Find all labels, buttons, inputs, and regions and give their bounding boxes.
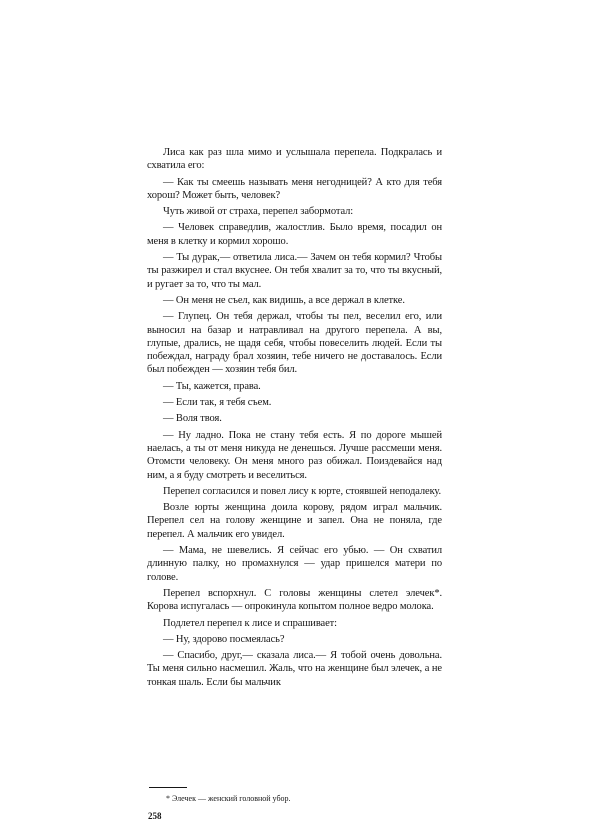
paragraph: — Воля твоя. <box>163 413 222 425</box>
paragraph: — Если так, я тебя съем. <box>163 397 272 409</box>
paragraph: — Человек справедлив, жалостлив. Было время, посадил он меня в клетку и кормил хорошо. <box>147 222 442 247</box>
page-number: 258 <box>148 811 162 821</box>
paragraph: Перепел вспорхнул. С головы женщины слетел элечек*. Корова испугалась — опрокинула копытом полное ведро молока. <box>147 587 442 613</box>
paragraph: Возле юрты женщина доила корову, рядом играл мальчик. Перепел сел на голову женщине и запел. Она не поняла, где перепел. А мальчик его увидел. <box>147 502 442 540</box>
paragraph: — Глупец. Он тебя держал, чтобы ты пел, веселил его, или выносил на базар и натравливал на другого перепела. А вы, глупые, дрались, не щадя себя, чтобы повеселить людей. Если ты побеждал, награду брал хозяин, тебе ничего не доставалось. Если был побежден — хозяин тебя бил. <box>147 311 442 376</box>
footnote: * Элечек — женский головной убор. <box>166 794 291 803</box>
paragraph: Перепел согласился и повел лису к юрте, стоявшей неподалеку. <box>163 485 442 497</box>
paragraph: — Он меня не съел, как видишь, а все держал в клетке. <box>163 294 405 306</box>
paragraph: Лиса как раз шла мимо и услышала перепела. Подкралась и схватила его: <box>147 147 442 172</box>
paragraph: — Спасибо, друг,— сказала лиса.— Я тобой очень довольна. Ты меня сильно насмешил. Жаль, что на женщине был элечек, а не тонкая шаль. Если бы мальчик <box>147 650 442 688</box>
paragraph: Чуть живой от страха, перепел забормотал: <box>163 206 354 218</box>
paragraph: Подлетел перепел к лисе и спрашивает: <box>163 617 337 629</box>
paragraph: — Как ты смеешь называть меня негодницей? А кто для тебя хорош? Может быть, человек? <box>147 176 442 201</box>
paragraph: — Мама, не шевелись. Я сейчас его убью. — Он схватил длинную палку, но промахнулся — удар пришелся матери по голове. <box>147 545 442 583</box>
paragraph: — Ну, здорово посмеялась? <box>163 633 285 645</box>
paragraph: — Ты, кажется, права. <box>163 380 261 392</box>
main-text <box>147 146 442 692</box>
paragraph: — Ну ладно. Пока не стану тебя есть. Я по дороге мышей наелась, а ты от меня никуда не денешься. Лучше рассмеши меня. Отомсти человеку. Он меня много раз обижал. Поиздевайся над ним, а я буду смотреть и веселиться. <box>147 429 442 481</box>
footnote-divider <box>149 787 187 788</box>
paragraph: — Ты дурак,— ответила лиса.— Зачем он тебя кормил? Чтобы ты разжирел и стал вкуснее. Он тебя хвалит за то, что ты вкусный, и ругает за то, что ты мал. <box>147 252 442 290</box>
